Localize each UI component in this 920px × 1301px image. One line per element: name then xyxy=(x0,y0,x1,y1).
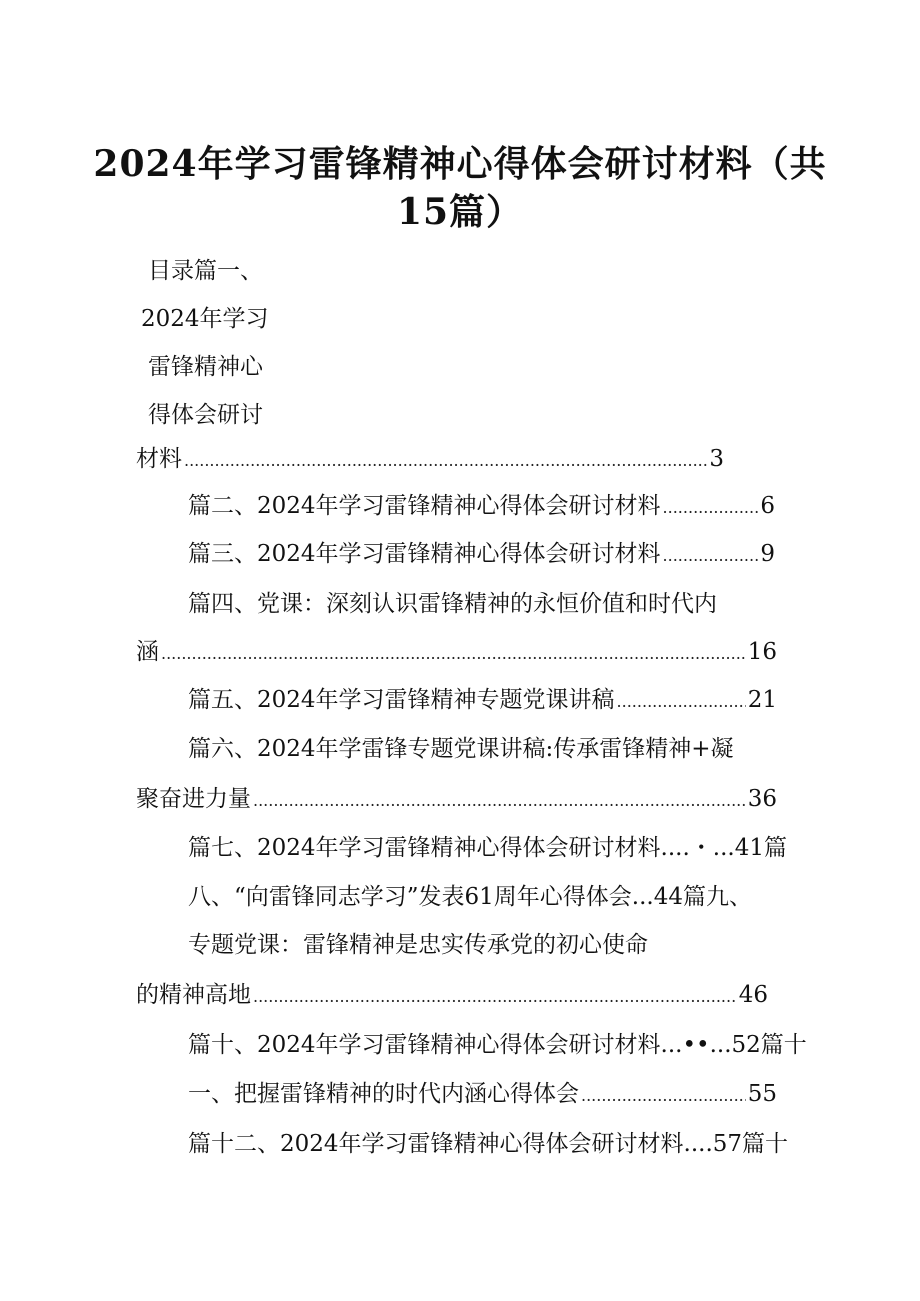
toc-entry-page: 55 xyxy=(747,1081,777,1107)
document-title-line-1: 2024年学习雷锋精神心得体会研讨材料（共 xyxy=(93,143,827,185)
toc-leader-dots xyxy=(253,982,737,1012)
toc-entry-text: 篇六、2024年学雷锋专题党课讲稿:传承雷锋精神+凝 xyxy=(188,736,734,762)
toc-leader-dots xyxy=(184,446,707,476)
toc-entry-page: 46 xyxy=(738,982,768,1008)
toc-entry[interactable] xyxy=(188,930,648,960)
toc-entry[interactable] xyxy=(188,589,717,619)
toc-entry[interactable] xyxy=(188,1079,777,1111)
toc-entry-text: 专题党课：雷锋精神是忠实传承党的初心使命 xyxy=(188,932,648,958)
toc-entry[interactable] xyxy=(136,444,724,476)
toc-entry-page: 21 xyxy=(747,687,777,713)
toc-entry-text: 篇七、2024年学习雷锋精神心得体会研讨材料....・...41篇 xyxy=(188,835,787,861)
toc-entry-text: 的精神高地 xyxy=(136,982,251,1008)
toc-leader-dots xyxy=(581,1081,746,1111)
toc-leader-dots xyxy=(253,786,746,816)
toc-entry-text: 篇十、2024年学习雷锋精神心得体会研讨材料...••...52篇十 xyxy=(188,1032,807,1058)
toc-entry-page: 3 xyxy=(709,446,724,472)
toc-leader-dots xyxy=(617,687,746,717)
toc-entry-page: 9 xyxy=(760,541,775,567)
toc-entry-text: 篇四、党课：深刻认识雷锋精神的永恒价值和时代内 xyxy=(188,591,717,617)
document-title-line-2: 15篇） xyxy=(396,191,524,233)
toc-heading-line-4: 得体会研讨 xyxy=(148,402,263,428)
toc-heading-line-2: 2024年学习 xyxy=(141,306,269,332)
toc-leader-dots xyxy=(161,639,746,669)
toc-entry[interactable] xyxy=(188,734,734,764)
toc-entry-text: 篇二、2024年学习雷锋精神心得体会研讨材料 xyxy=(188,493,661,519)
toc-entry-page: 16 xyxy=(747,639,777,665)
toc-leader-dots xyxy=(663,541,759,571)
toc-entry-text: 材料 xyxy=(136,446,182,472)
toc-heading-line-3: 雷锋精神心 xyxy=(148,354,263,380)
toc-entry-text: 涵 xyxy=(136,639,159,665)
toc-entry-page: 36 xyxy=(747,786,777,812)
toc-entry-page: 6 xyxy=(760,493,775,519)
toc-entry-text: 八、“向雷锋同志学习”发表61周年心得体会...44篇九、 xyxy=(188,884,752,910)
toc-entry[interactable] xyxy=(136,637,777,669)
toc-entry-text: 篇十二、2024年学习雷锋精神心得体会研讨材料....57篇十 xyxy=(188,1131,789,1157)
toc-entry[interactable] xyxy=(188,882,752,912)
toc-entry[interactable] xyxy=(188,1030,807,1060)
toc-entry[interactable] xyxy=(188,685,777,717)
toc-entry[interactable] xyxy=(188,539,775,571)
toc-leader-dots xyxy=(663,493,759,523)
toc-entry[interactable] xyxy=(188,491,775,523)
toc-heading-line-1: 目录篇一、 xyxy=(148,258,263,284)
toc-entry-text: 篇三、2024年学习雷锋精神心得体会研讨材料 xyxy=(188,541,661,567)
toc-entry[interactable] xyxy=(188,833,787,863)
toc-entry-text: 篇五、2024年学习雷锋精神专题党课讲稿 xyxy=(188,687,615,713)
toc-entry[interactable] xyxy=(188,1129,788,1159)
toc-entry[interactable] xyxy=(136,980,768,1012)
toc-entry[interactable] xyxy=(136,784,777,816)
toc-entry-text: 一、把握雷锋精神的时代内涵心得体会 xyxy=(188,1081,579,1107)
toc-entry-text: 聚奋进力量 xyxy=(136,786,251,812)
